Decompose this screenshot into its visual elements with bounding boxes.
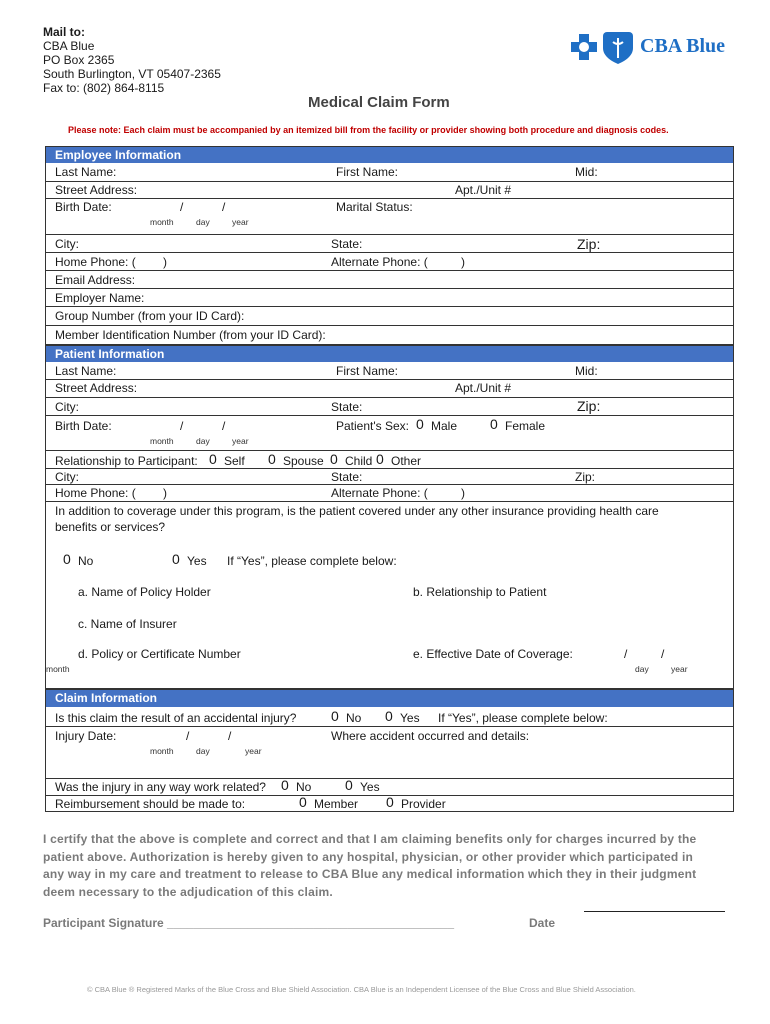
label-first-name: First Name: <box>336 364 399 378</box>
hint-month: month <box>150 436 174 446</box>
date-line[interactable] <box>584 911 725 912</box>
date-slash: / <box>661 647 665 661</box>
radio-child[interactable]: 0 <box>330 451 338 467</box>
label-home-phone: Home Phone: ( <box>55 486 136 500</box>
divider <box>46 468 733 469</box>
section-header-claim: Claim Information <box>46 690 733 707</box>
hint-year: year <box>245 746 262 756</box>
divider <box>46 450 733 451</box>
label-zip: Zip: <box>577 398 601 414</box>
label-member-id: Member Identification Number (from your ID Card): <box>55 328 326 342</box>
label-city: City: <box>55 400 79 414</box>
label-street: Street Address: <box>55 381 138 395</box>
label-zip: Zip: <box>575 470 596 484</box>
label-birth-date: Birth Date: <box>55 200 112 214</box>
hint-year: year <box>232 217 249 227</box>
cross-shield-icon <box>571 30 641 64</box>
label-last-name: Last Name: <box>55 165 117 179</box>
mail-line: CBA Blue <box>43 39 95 53</box>
label-employer: Employer Name: <box>55 291 145 305</box>
label-alt-phone: Alternate Phone: ( <box>331 255 428 269</box>
divider <box>46 501 733 502</box>
accident-question: Is this claim the result of an accidental injury? <box>55 711 297 725</box>
radio-provider[interactable]: 0 <box>386 794 394 810</box>
divider <box>46 397 733 398</box>
section-header-employee: Employee Information <box>46 147 733 163</box>
paren: ) <box>163 255 167 269</box>
signature-field[interactable]: Participant Signature ___________________________________________ <box>43 916 454 930</box>
label-member: Member <box>314 797 359 811</box>
date-slash: / <box>222 419 226 433</box>
label-email: Email Address: <box>55 273 136 287</box>
label-other: Other <box>391 454 422 468</box>
hint-month: month <box>150 746 174 756</box>
paren: ) <box>461 486 465 500</box>
label-provider: Provider <box>401 797 446 811</box>
radio-member[interactable]: 0 <box>299 794 307 810</box>
radio-yes[interactable]: 0 <box>385 708 393 724</box>
divider <box>46 726 733 727</box>
label-zip: Zip: <box>577 236 601 252</box>
logo <box>571 30 641 69</box>
date-slash: / <box>222 200 226 214</box>
label-last-name: Last Name: <box>55 364 117 378</box>
radio-other[interactable]: 0 <box>376 451 384 467</box>
divider <box>46 181 733 182</box>
date-slash: / <box>180 419 184 433</box>
if-yes-note: If “Yes”, please complete below: <box>438 711 608 725</box>
certification-text: I certify that the above is complete and correct and that I am claiming benefits only for charges incurred by the patient above. Authorization is hereby given to any hospital, physician, or other provider which participated in any way in my care and treatment to release to CBA Blue any medical information which they in their judgment deem necessary to the adjudication of this claim. <box>43 832 697 899</box>
date-slash: / <box>228 729 232 743</box>
mail-heading: Mail to: <box>43 25 85 39</box>
notice-text: Please note: Each claim must be accompanied by an itemized bill from the facility or provider showing both procedure and diagnosis codes. <box>68 125 669 135</box>
label-injury-date: Injury Date: <box>55 729 117 743</box>
fax-number: Fax to: (802) 864-8115 <box>43 81 165 95</box>
hint-day: day <box>635 664 649 674</box>
label-alt-phone: Alternate Phone: ( <box>331 486 428 500</box>
label-apt: Apt./Unit # <box>455 183 512 197</box>
hint-year: year <box>671 664 688 674</box>
divider <box>46 198 733 199</box>
label-yes: Yes <box>400 711 420 725</box>
label-birth-date: Birth Date: <box>55 419 112 433</box>
divider <box>46 379 733 380</box>
radio-self[interactable]: 0 <box>209 451 217 467</box>
label-no: No <box>346 711 362 725</box>
hint-day: day <box>196 746 210 756</box>
label-self: Self <box>224 454 245 468</box>
hint-month: month <box>150 217 174 227</box>
label-yes: Yes <box>360 780 380 794</box>
label-date: Date <box>529 916 556 930</box>
brand-name: CBA Blue <box>640 35 726 57</box>
divider <box>46 325 733 326</box>
radio-yes[interactable]: 0 <box>345 777 353 793</box>
label-group-number: Group Number (from your ID Card): <box>55 309 245 323</box>
divider <box>46 306 733 307</box>
label-female: Female <box>505 419 546 433</box>
other-insurance-question: In addition to coverage under this program, is the patient covered under any other insurance providing health care <box>55 504 659 518</box>
divider <box>46 252 733 253</box>
work-related-question: Was the injury in any way work related? <box>55 780 266 794</box>
radio-spouse[interactable]: 0 <box>268 451 276 467</box>
radio-no[interactable]: 0 <box>281 777 289 793</box>
label-policy-holder: a. Name of Policy Holder <box>78 585 211 599</box>
label-mid: Mid: <box>575 165 598 179</box>
label-male: Male <box>431 419 458 433</box>
reimbursement-question: Reimbursement should be made to: <box>55 797 246 811</box>
date-slash: / <box>180 200 184 214</box>
divider <box>46 484 733 485</box>
label-child: Child <box>345 454 373 468</box>
label-state: State: <box>331 470 363 484</box>
radio-no[interactable]: 0 <box>63 551 71 567</box>
divider <box>46 288 733 289</box>
other-insurance-question: benefits or services? <box>55 520 166 534</box>
paren: ) <box>461 255 465 269</box>
label-apt: Apt./Unit # <box>455 381 512 395</box>
label-relationship: Relationship to Participant: <box>55 454 198 468</box>
label-marital: Marital Status: <box>336 200 413 214</box>
label-patient-sex: Patient's Sex: <box>336 419 409 433</box>
radio-female[interactable]: 0 <box>490 416 498 432</box>
hint-year: year <box>232 436 249 446</box>
label-first-name: First Name: <box>336 165 399 179</box>
radio-male[interactable]: 0 <box>416 416 424 432</box>
mail-line: South Burlington, VT 05407-2365 <box>43 67 221 81</box>
hint-day: day <box>196 217 210 227</box>
radio-no[interactable]: 0 <box>331 708 339 724</box>
label-city: City: <box>55 237 79 251</box>
footer-legal: © CBA Blue ® Registered Marks of the Blue Cross and Blue Shield Association. CBA Blue is an Independent Licensee of the Blue Cross and Blue Shield Association. <box>87 985 636 994</box>
label-where-accident: Where accident occurred and details: <box>331 729 530 743</box>
date-slash: / <box>186 729 190 743</box>
date-slash: / <box>624 647 628 661</box>
if-yes-note: If “Yes”, please complete below: <box>227 554 397 568</box>
label-policy-number: d. Policy or Certificate Number <box>78 647 241 661</box>
label-no: No <box>296 780 312 794</box>
section-header-patient: Patient Information <box>46 346 733 362</box>
divider <box>46 234 733 235</box>
label-spouse: Spouse <box>283 454 324 468</box>
label-no: No <box>78 554 94 568</box>
label-state: State: <box>331 400 363 414</box>
divider <box>46 778 733 779</box>
label-relationship-patient: b. Relationship to Patient <box>413 585 547 599</box>
form-title: Medical Claim Form <box>308 94 450 111</box>
paren: ) <box>163 486 167 500</box>
label-mid: Mid: <box>575 364 598 378</box>
label-street: Street Address: <box>55 183 138 197</box>
label-effective-date: e. Effective Date of Coverage: <box>413 647 573 661</box>
label-city: City: <box>55 470 79 484</box>
hint-month: month <box>46 664 70 674</box>
radio-yes[interactable]: 0 <box>172 551 180 567</box>
label-home-phone: Home Phone: ( <box>55 255 136 269</box>
divider <box>46 415 733 416</box>
hint-day: day <box>196 436 210 446</box>
mail-line: PO Box 2365 <box>43 53 115 67</box>
label-insurer: c. Name of Insurer <box>78 617 177 631</box>
divider <box>46 270 733 271</box>
label-yes: Yes <box>187 554 207 568</box>
label-state: State: <box>331 237 363 251</box>
